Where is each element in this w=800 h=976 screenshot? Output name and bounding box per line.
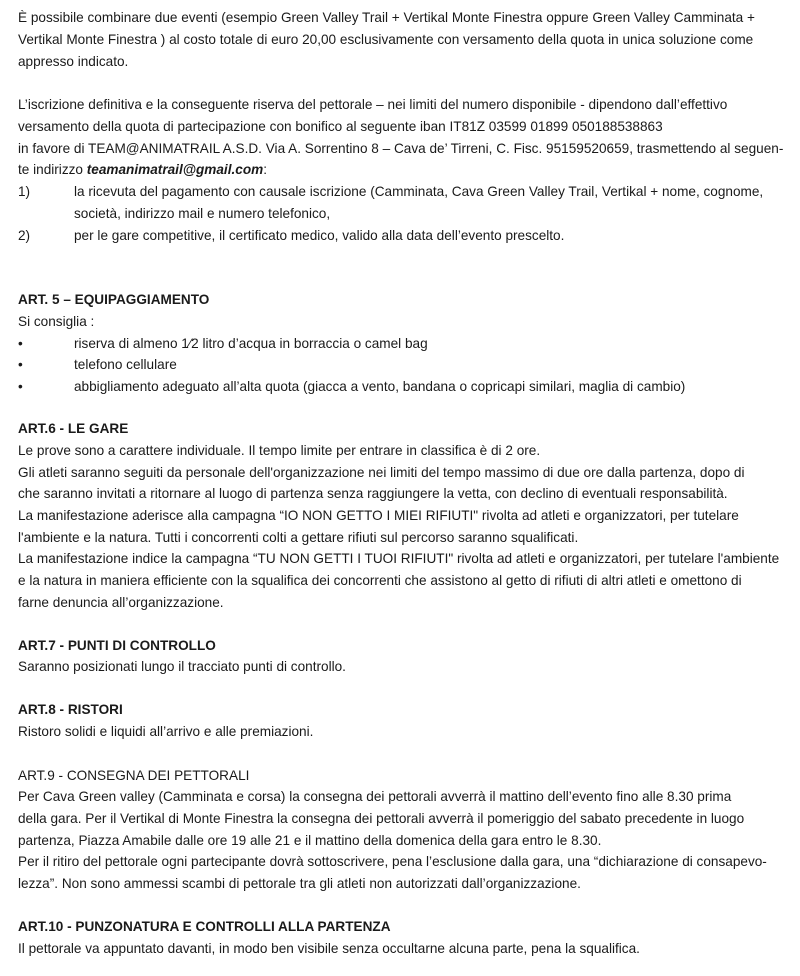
section-heading: ART.7 - PUNTI DI CONTROLLO (18, 638, 216, 653)
section-text: Saranno posizionati lungo il tracciato punti di controllo. (18, 659, 346, 674)
section-text: l'ambiente e la natura. Tutti i concorrenti colti a gettare rifiuti sul percorso saranno squalificati. (18, 530, 579, 545)
bullet-marker: • (18, 336, 23, 351)
section-heading: ART.10 - PUNZONATURA E CONTROLLI ALLA PARTENZA (18, 919, 391, 934)
section-heading: ART.6 - LE GARE (18, 421, 129, 436)
email-address: teamanimatrail@gmail.com (86, 162, 264, 177)
section-text: Per Cava Green valley (Camminata e corsa) la consegna dei pettorali avverrà il mattino dell’evento fino alle 8.30 prima (18, 789, 732, 804)
bullet-item: telefono cellulare (74, 357, 177, 372)
section-heading: ART. 5 – EQUIPAGGIAMENTO (18, 292, 210, 307)
email-suffix: : (263, 162, 267, 177)
iscrizione-line: in favore di TEAM@ANIMATRAIL A.S.D. Via A. Sorrentino 8 – Cava de’ Tirreni, C. Fisc. 95159520659, trasmettendo al seguen- (18, 141, 784, 156)
list-marker: 2) (18, 228, 31, 243)
section-text: Ristoro solidi e liquidi all’arrivo e alle premiazioni. (18, 724, 314, 739)
section-text: lezza”. Non sono ammessi scambi di pettorale tra gli atleti non autorizzati dall’organizzazione. (18, 876, 581, 891)
list-marker: 1) (18, 184, 31, 199)
section-text: Il pettorale va appuntato davanti, in modo ben visibile senza occultarne alcuna parte, pena la squalifica. (18, 941, 640, 956)
section-text: della gara. Per il Vertikal di Monte Finestra la consegna dei pettorali avverrà il pomeriggio del sabato precedente in luogo (18, 811, 745, 826)
iscrizione-line: L’iscrizione definitiva e la conseguente riserva del pettorale – nei limiti del numero disponibile - dipendono dall’effettivo (18, 97, 728, 112)
section-text: che saranno invitati a ritornare al luogo di partenza senza raggiungere la vetta, con declino di eventuali responsabilità. (18, 486, 728, 501)
section-text: Per il ritiro del pettorale ogni partecipante dovrà sottoscrivere, pena l’esclusione dalla gara, una “dichiarazione di consapevo- (18, 854, 767, 869)
intro-line: È possibile combinare due eventi (esempio Green Valley Trail + Vertikal Monte Finestra oppure Green Valley Camminata + (18, 10, 755, 25)
bullet-marker: • (18, 379, 23, 394)
section-text: partenza, Piazza Amabile dalle ore 19 alle 21 e il mattino della domenica della gara entro le 8.30. (18, 833, 602, 848)
list-item-text: società, indirizzo mail e numero telefonico, (74, 206, 331, 221)
bullet-item: abbigliamento adeguato all’alta quota (giacca a vento, bandana o copricapi similari, maglia di cambio) (74, 379, 686, 394)
section-heading: ART.9 - CONSEGNA DEI PETTORALI (18, 768, 250, 783)
email-prefix: te indirizzo (18, 162, 87, 177)
section-heading: ART.8 - RISTORI (18, 702, 123, 717)
iscrizione-line: versamento della quota di partecipazione con bonifico al seguente iban IT81Z 03599 01899 050188538863 (18, 119, 663, 134)
list-item-text: la ricevuta del pagamento con causale iscrizione (Camminata, Cava Green Valley Trail, Vertikal + nome, cognome, (74, 184, 764, 199)
section-text: e la natura in maniera efficiente con la squalifica dei concorrenti che assistono al getto di rifiuti di altri atleti e omettono di (18, 573, 742, 588)
section-text: La manifestazione indice la campagna “TU NON GETTI I TUOI RIFIUTI" rivolta ad atleti e organizzatori, per tutelare l'ambiente (18, 551, 780, 566)
list-item-text: per le gare competitive, il certificato medico, valido alla data dell’evento prescelto. (74, 228, 565, 243)
section-text: La manifestazione aderisce alla campagna “IO NON GETTO I MIEI RIFIUTI" rivolta ad atleti e organizzatori, per tutelare (18, 508, 739, 523)
section-text: Gli atleti saranno seguiti da personale dell'organizzazione nei limiti del tempo massimo di due ore dalla partenza, dopo di (18, 465, 745, 480)
bullet-item: riserva di almeno 1⁄2 litro d’acqua in borraccia o camel bag (74, 336, 428, 351)
iscrizione-email-line (18, 160, 267, 180)
intro-line: Vertikal Monte Finestra ) al costo totale di euro 20,00 esclusivamente con versamento della quota in unica soluzione come (18, 32, 754, 47)
section-text: farne denuncia all’organizzazione. (18, 595, 224, 610)
section-text: Si consiglia : (18, 314, 95, 329)
bullet-marker: • (18, 357, 23, 372)
intro-line: appresso indicato. (18, 54, 129, 69)
section-text: Le prove sono a carattere individuale. Il tempo limite per entrare in classifica è di 2 ore. (18, 443, 541, 458)
